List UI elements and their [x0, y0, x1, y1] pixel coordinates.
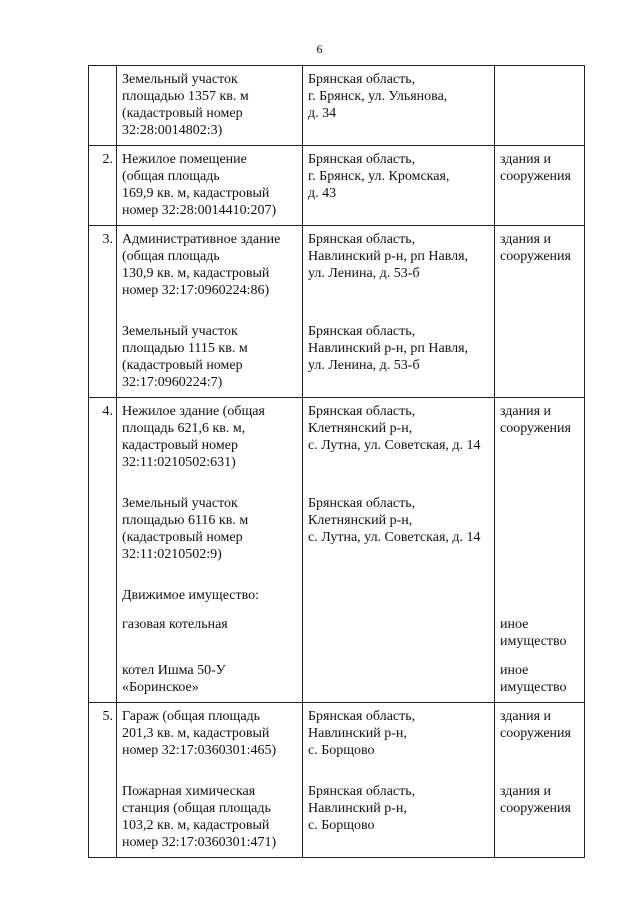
object-cell [117, 226, 303, 398]
blank-line [500, 512, 581, 529]
blank-line [308, 202, 491, 219]
type-line: сооружения [500, 249, 571, 264]
object-line: 32:11:0210502:9) [122, 547, 222, 562]
address-line: Брянская область, [308, 152, 416, 167]
object-line: площадь 621,6 кв. м, [122, 421, 246, 436]
object-line: Нежилое здание (общая [122, 404, 265, 419]
blank-line [308, 282, 491, 299]
blank-line [500, 529, 581, 546]
blank-line [308, 122, 491, 139]
type-cell [495, 398, 585, 703]
blank-line [500, 340, 581, 357]
object-line: Гараж (общая площадь [122, 709, 261, 724]
blank-line [500, 587, 581, 604]
page-number: 6 [316, 42, 323, 56]
row-number: 5. [89, 703, 117, 858]
blank-line [500, 71, 581, 88]
blank-line [500, 437, 581, 454]
object-cell [117, 398, 303, 703]
block-gap [122, 299, 299, 323]
blank-line [500, 546, 581, 563]
object-line: станция (общая площадь [122, 801, 271, 816]
address-line: г. Брянск, ул. Ульянова, [308, 89, 448, 104]
address-line: Брянская область, [308, 72, 416, 87]
blank-line [500, 834, 581, 851]
object-line: 130,9 кв. м, кадастровый [122, 266, 270, 281]
type-line: сооружения [500, 169, 571, 184]
block-gap [500, 650, 581, 662]
blank-line [500, 817, 581, 834]
object-line: (кадастровый номер [122, 358, 243, 373]
type-cell [495, 703, 585, 858]
address-line: Брянская область, [308, 496, 416, 511]
block-gap [308, 759, 491, 783]
blank-line [500, 202, 581, 219]
address-line: с. Борщово [308, 743, 375, 758]
table-row [89, 66, 585, 146]
blank-line [500, 357, 581, 374]
object-line: 103,2 кв. м, кадастровый [122, 818, 270, 833]
row-number: 3. [89, 226, 117, 398]
object-cell [117, 66, 303, 146]
block-gap [500, 471, 581, 495]
block-gap [308, 563, 491, 587]
address-line: Навлинский р-н, рп Навля, [308, 341, 469, 356]
movable-type-line: иное [500, 663, 529, 678]
object-line: площадью 1115 кв. м [122, 341, 248, 356]
row-number: 2. [89, 146, 117, 226]
block-gap [500, 299, 581, 323]
blank-line [308, 546, 491, 563]
movable-item-line: «Боринское» [122, 680, 199, 695]
address-line: с. Борщово [308, 818, 375, 833]
object-line: номер 32:17:0360301:465) [122, 743, 277, 758]
address-line: Клетнянский р-н, [308, 421, 413, 436]
movable-item-line: газовая котельная [122, 617, 228, 632]
address-line: ул. Ленина, д. 53-б [308, 358, 420, 373]
block-gap [500, 604, 581, 616]
object-line: 32:11:0210502:631) [122, 455, 236, 470]
blank-line [500, 88, 581, 105]
row-number [89, 66, 117, 146]
object-line: Земельный участок [122, 496, 238, 511]
block-gap [500, 759, 581, 783]
object-line: кадастровый номер [122, 438, 238, 453]
type-line: сооружения [500, 801, 571, 816]
type-line: сооружения [500, 726, 571, 741]
table-row [89, 703, 585, 858]
object-line: Земельный участок [122, 324, 238, 339]
block-gap [500, 563, 581, 587]
object-line: Административное здание [122, 232, 281, 247]
address-line: Навлинский р-н, [308, 801, 407, 816]
address-cell [303, 146, 495, 226]
table-row [89, 398, 585, 703]
object-line: (кадастровый номер [122, 530, 243, 545]
type-line: здания и [500, 152, 552, 167]
blank-line [122, 633, 299, 650]
object-line: 169,9 кв. м, кадастровый [122, 186, 270, 201]
blank-line [500, 742, 581, 759]
block-gap [122, 563, 299, 587]
blank-line [500, 323, 581, 340]
object-line: 201,3 кв. м, кадастровый [122, 726, 270, 741]
object-line: номер 32:17:0960224:86) [122, 283, 270, 298]
address-line: Брянская область, [308, 784, 416, 799]
address-line: Навлинский р-н, рп Навля, [308, 249, 469, 264]
type-line: здания и [500, 709, 552, 724]
blank-line [500, 374, 581, 391]
block-gap [122, 471, 299, 495]
blank-line [500, 265, 581, 282]
object-line: 32:28:0014802:3) [122, 123, 223, 138]
address-line: Клетнянский р-н, [308, 513, 413, 528]
address-line: Брянская область, [308, 404, 416, 419]
object-line: Земельный участок [122, 72, 238, 87]
block-gap [308, 471, 491, 495]
type-line: здания и [500, 784, 552, 799]
table-row [89, 226, 585, 398]
blank-line [500, 495, 581, 512]
block-gap [122, 650, 299, 662]
movable-type-line: иное [500, 617, 529, 632]
blank-line [500, 282, 581, 299]
blank-line [500, 185, 581, 202]
type-cell [495, 226, 585, 398]
address-line: Брянская область, [308, 324, 416, 339]
movable-heading: Движимое имущество: [122, 588, 259, 603]
address-line: Брянская область, [308, 232, 416, 247]
object-cell [117, 146, 303, 226]
blank-line [308, 834, 491, 851]
object-line: (общая площадь [122, 169, 220, 184]
table-body [89, 66, 585, 858]
block-gap [122, 604, 299, 616]
object-line: номер 32:28:0014410:207) [122, 203, 277, 218]
object-line: Нежилое помещение [122, 152, 247, 167]
address-line: Навлинский р-н, [308, 726, 407, 741]
address-line: с. Лутна, ул. Советская, д. 14 [308, 438, 481, 453]
address-cell [303, 703, 495, 858]
type-cell [495, 66, 585, 146]
address-line: ул. Ленина, д. 53-б [308, 266, 420, 281]
address-cell [303, 226, 495, 398]
block-gap [122, 759, 299, 783]
blank-line [308, 374, 491, 391]
type-line: здания и [500, 232, 552, 247]
blank-line [500, 105, 581, 122]
blank-line [308, 454, 491, 471]
address-line: д. 43 [308, 186, 337, 201]
address-line: Брянская область, [308, 709, 416, 724]
object-line: Пожарная химическая [122, 784, 256, 799]
object-line: (кадастровый номер [122, 106, 243, 121]
object-line: (общая площадь [122, 249, 220, 264]
block-gap [308, 299, 491, 323]
object-cell [117, 703, 303, 858]
address-cell [303, 398, 495, 703]
type-line: сооружения [500, 421, 571, 436]
address-cell [303, 66, 495, 146]
type-line: здания и [500, 404, 552, 419]
blank-line [500, 454, 581, 471]
address-line: с. Лутна, ул. Советская, д. 14 [308, 530, 481, 545]
type-cell [495, 146, 585, 226]
object-line: площадью 6116 кв. м [122, 513, 249, 528]
object-line: площадью 1357 кв. м [122, 89, 249, 104]
address-line: д. 34 [308, 106, 337, 121]
property-table [88, 65, 585, 858]
object-line: 32:17:0960224:7) [122, 375, 223, 390]
blank-line [500, 122, 581, 139]
table-row [89, 146, 585, 226]
movable-type-line: имущество [500, 680, 567, 695]
address-line: г. Брянск, ул. Кромская, [308, 169, 450, 184]
movable-type-line: имущество [500, 634, 567, 649]
movable-item-line: котел Ишма 50-У [122, 663, 226, 678]
object-line: номер 32:17:0360301:471) [122, 835, 277, 850]
row-number: 4. [89, 398, 117, 703]
